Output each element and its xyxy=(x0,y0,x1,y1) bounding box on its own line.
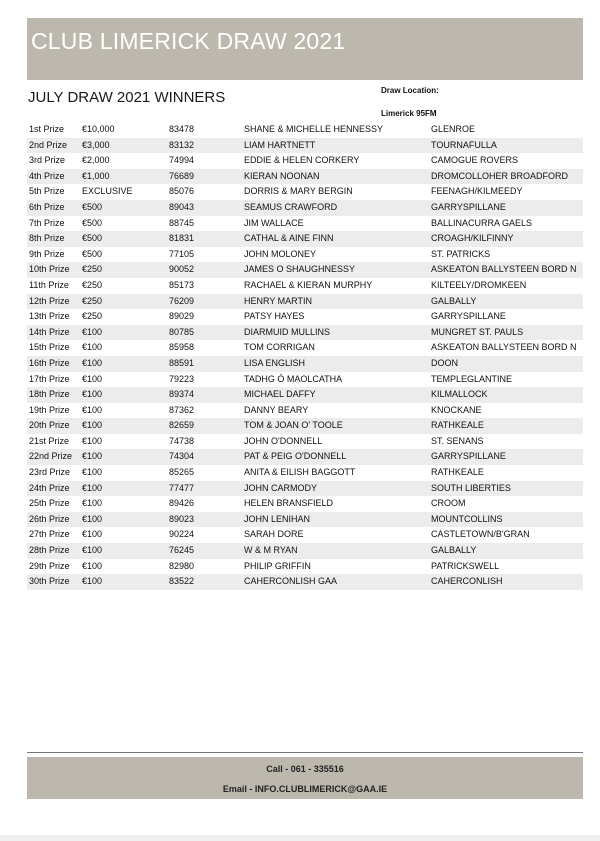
club-cell: RATHKEALE xyxy=(429,418,583,434)
club-cell: DOON xyxy=(429,356,583,372)
ticket-cell: 83478 xyxy=(169,124,195,134)
table-row xyxy=(27,418,583,434)
club-cell: CAHERCONLISH xyxy=(429,574,583,590)
winner-name-cell: DIARMUID MULLINS xyxy=(242,325,429,341)
prize-cell: 14th Prize xyxy=(27,325,80,341)
prize-cell: 30th Prize xyxy=(27,574,80,590)
table-row xyxy=(27,122,583,138)
table-row xyxy=(27,169,583,185)
winner-name-cell: RACHAEL & KIERAN MURPHY xyxy=(244,279,373,290)
club-cell: FEENAGH/KILMEEDY xyxy=(431,186,523,197)
table-row xyxy=(27,465,583,481)
prize-cell: 8th Prize xyxy=(27,231,80,247)
draw-subtitle: JULY DRAW 2021 WINNERS xyxy=(28,89,226,106)
winner-name-cell: EDDIE & HELEN CORKERY xyxy=(244,155,360,166)
table-row xyxy=(27,200,583,216)
prize-cell: 19th Prize xyxy=(29,404,70,415)
prize-cell: 6th Prize xyxy=(27,200,80,216)
amount-cell: €2,000 xyxy=(82,155,110,166)
winner-name-cell: SHANE & MICHELLE HENNESSY xyxy=(244,124,384,134)
winner-name-cell: PATSY HAYES xyxy=(244,311,305,322)
ticket-cell: 77105 xyxy=(169,248,195,259)
amount-cell: €500 xyxy=(82,217,103,228)
table-row xyxy=(27,372,583,388)
ticket-cell: 76689 xyxy=(167,169,242,185)
table-row xyxy=(27,294,583,310)
prize-cell: 16th Prize xyxy=(27,356,80,372)
prize-cell: 13th Prize xyxy=(29,311,70,322)
table-row xyxy=(27,231,583,247)
club-cell: GALBALLY xyxy=(429,294,583,310)
club-cell: ST. PATRICKS xyxy=(431,248,491,259)
club-cell: SOUTH LIBERTIES xyxy=(429,481,583,497)
ticket-cell: 82980 xyxy=(169,560,195,571)
ticket-cell: 76209 xyxy=(167,294,242,310)
club-cell: ASKEATON BALLYSTEEN BORD N xyxy=(429,262,583,278)
prize-cell: 4th Prize xyxy=(27,169,80,185)
amount-cell: €250 xyxy=(80,294,167,310)
amount-cell: €100 xyxy=(82,467,103,478)
winner-name-cell: JIM WALLACE xyxy=(244,217,304,228)
table-row xyxy=(27,356,583,372)
prize-cell: 21st Prize xyxy=(29,435,70,446)
amount-cell: €100 xyxy=(80,481,167,497)
club-cell: PATRICKSWELL xyxy=(431,560,500,571)
amount-cell: €100 xyxy=(80,543,167,559)
amount-cell: €100 xyxy=(82,560,103,571)
club-cell: MOUNTCOLLINS xyxy=(429,512,583,528)
ticket-cell: 74994 xyxy=(169,155,195,166)
ticket-cell: 87362 xyxy=(169,404,195,415)
winner-name-cell: TADHG Ó MAOLCATHA xyxy=(244,373,343,384)
winner-name-cell: ANITA & EILISH BAGGOTT xyxy=(244,467,356,478)
winner-name-cell: DORRIS & MARY BERGIN xyxy=(244,186,353,197)
amount-cell: €100 xyxy=(80,387,167,403)
amount-cell: €100 xyxy=(80,449,167,465)
table-row xyxy=(27,247,583,263)
prize-cell: 15th Prize xyxy=(29,342,70,353)
amount-cell: €100 xyxy=(82,435,103,446)
table-row xyxy=(27,184,583,200)
table-row xyxy=(27,309,583,325)
winner-name-cell: JAMES O SHAUGHNESSY xyxy=(242,262,429,278)
ticket-cell: 88745 xyxy=(169,217,195,228)
amount-cell: €100 xyxy=(80,574,167,590)
club-cell: GLENROE xyxy=(431,124,476,134)
prize-cell: 9th Prize xyxy=(29,248,65,259)
club-cell: DROMCOLLOHER BROADFORD xyxy=(429,169,583,185)
table-row xyxy=(27,340,583,356)
amount-cell: €250 xyxy=(80,262,167,278)
ticket-cell: 90052 xyxy=(167,262,242,278)
winner-name-cell: TOM CORRIGAN xyxy=(244,342,315,353)
club-cell: CAMOGUE ROVERS xyxy=(431,155,519,166)
draw-location-value: Limerick 95FM xyxy=(381,109,437,118)
club-cell: BALLINACURRA GAELS xyxy=(431,217,533,228)
prize-cell: 1st Prize xyxy=(29,124,65,134)
club-cell: ST. SENANS xyxy=(431,435,484,446)
table-row xyxy=(27,216,583,232)
winner-name-cell: LIAM HARTNETT xyxy=(242,138,429,154)
ticket-cell: 85265 xyxy=(169,467,195,478)
table-row xyxy=(27,527,583,543)
ticket-cell: 83132 xyxy=(167,138,242,154)
club-cell: GALBALLY xyxy=(429,543,583,559)
club-cell: GARRYSPILLANE xyxy=(431,311,506,322)
table-row xyxy=(27,481,583,497)
amount-cell: €10,000 xyxy=(82,124,115,134)
winner-name-cell: HELEN BRANSFIELD xyxy=(244,498,334,509)
amount-cell: €3,000 xyxy=(80,138,167,154)
prize-cell: 18th Prize xyxy=(27,387,80,403)
table-row xyxy=(27,325,583,341)
prize-cell: 28th Prize xyxy=(27,543,80,559)
ticket-cell: 88591 xyxy=(167,356,242,372)
winner-name-cell: SEAMUS CRAWFORD xyxy=(242,200,429,216)
ticket-cell: 90224 xyxy=(169,529,195,540)
club-cell: KILTEELY/DROMKEEN xyxy=(431,279,527,290)
amount-cell: €250 xyxy=(82,279,103,290)
winner-name-cell: HENRY MARTIN xyxy=(242,294,429,310)
ticket-cell: 74304 xyxy=(167,449,242,465)
prize-cell: 10th Prize xyxy=(27,262,80,278)
club-cell: RATHKEALE xyxy=(431,467,484,478)
prize-cell: 12th Prize xyxy=(27,294,80,310)
ticket-cell: 85958 xyxy=(169,342,195,353)
amount-cell: €100 xyxy=(82,529,103,540)
footer-email: Email - INFO.CLUBLIMERICK@GAA.IE xyxy=(222,784,388,794)
winner-name-cell: JOHN LENIHAN xyxy=(242,512,429,528)
ticket-cell: 83522 xyxy=(167,574,242,590)
ticket-cell: 80785 xyxy=(167,325,242,341)
club-cell: TOURNAFULLA xyxy=(429,138,583,154)
amount-cell: €100 xyxy=(82,404,103,415)
prize-cell: 23rd Prize xyxy=(29,467,71,478)
ticket-cell: 85173 xyxy=(169,279,195,290)
club-cell: KNOCKANE xyxy=(431,404,482,415)
winner-name-cell: DANNY BEARY xyxy=(244,404,309,415)
prize-cell: 11th Prize xyxy=(29,279,69,290)
title-banner xyxy=(27,18,583,80)
footer-phone: Call - 061 - 335516 xyxy=(266,764,344,774)
prize-cell: 25th Prize xyxy=(29,498,70,509)
winner-name-cell: TOM & JOAN O' TOOLE xyxy=(242,418,429,434)
club-cell: CROOM xyxy=(431,498,466,509)
ticket-cell: 89029 xyxy=(169,311,195,322)
draw-location-label: Draw Location: xyxy=(381,86,439,95)
winner-name-cell: PHILIP GRIFFIN xyxy=(244,560,311,571)
table-row xyxy=(27,559,583,575)
club-cell: GARRYSPILLANE xyxy=(429,200,583,216)
prize-cell: 22nd Prize xyxy=(27,449,80,465)
ticket-cell: 89043 xyxy=(167,200,242,216)
amount-cell: EXCLUSIVE xyxy=(82,186,133,197)
page-title: CLUB LIMERICK DRAW 2021 xyxy=(31,28,346,54)
table-row xyxy=(27,387,583,403)
contact-footer xyxy=(27,757,583,799)
amount-cell: €100 xyxy=(80,356,167,372)
club-cell: CROAGH/KILFINNY xyxy=(429,231,583,247)
winner-name-cell: KIERAN NOONAN xyxy=(242,169,429,185)
amount-cell: €500 xyxy=(82,248,103,259)
amount-cell: €500 xyxy=(80,231,167,247)
prize-cell: 7th Prize xyxy=(29,217,65,228)
ticket-cell: 85076 xyxy=(169,186,195,197)
table-row xyxy=(27,512,583,528)
prize-cell: 3rd Prize xyxy=(29,155,66,166)
prize-cell: 2nd Prize xyxy=(27,138,80,154)
winner-name-cell: JOHN MOLONEY xyxy=(244,248,317,259)
ticket-cell: 89023 xyxy=(167,512,242,528)
prize-cell: 20th Prize xyxy=(27,418,80,434)
prize-cell: 27th Prize xyxy=(29,529,70,540)
winner-name-cell: CATHAL & AINE FINN xyxy=(242,231,429,247)
amount-cell: €100 xyxy=(82,373,103,384)
winner-name-cell: LISA ENGLISH xyxy=(242,356,429,372)
amount-cell: €100 xyxy=(80,418,167,434)
table-row xyxy=(27,449,583,465)
table-row xyxy=(27,138,583,154)
club-cell: KILMALLOCK xyxy=(429,387,583,403)
amount-cell: €100 xyxy=(80,512,167,528)
amount-cell: €250 xyxy=(82,311,103,322)
ticket-cell: 81831 xyxy=(167,231,242,247)
prize-cell: 5th Prize xyxy=(29,186,65,197)
winners-table-body xyxy=(27,122,583,590)
prize-cell: 29th Prize xyxy=(29,560,70,571)
ticket-cell: 76245 xyxy=(167,543,242,559)
ticket-cell: 79223 xyxy=(169,373,195,384)
winner-name-cell: CAHERCONLISH GAA xyxy=(242,574,429,590)
club-cell: MUNGRET ST. PAULS xyxy=(429,325,583,341)
amount-cell: €100 xyxy=(82,342,103,353)
table-row xyxy=(27,496,583,512)
table-row xyxy=(27,574,583,590)
table-row xyxy=(27,262,583,278)
ticket-cell: 74738 xyxy=(169,435,195,446)
winner-name-cell: SARAH DORE xyxy=(244,529,304,540)
winner-name-cell: MICHAEL DAFFY xyxy=(242,387,429,403)
footer-divider xyxy=(27,752,583,753)
amount-cell: €1,000 xyxy=(80,169,167,185)
ticket-cell: 77477 xyxy=(167,481,242,497)
club-cell: GARRYSPILLANE xyxy=(429,449,583,465)
table-row xyxy=(27,403,583,419)
winner-name-cell: JOHN CARMODY xyxy=(242,481,429,497)
amount-cell: €100 xyxy=(80,325,167,341)
amount-cell: €500 xyxy=(80,200,167,216)
ticket-cell: 82659 xyxy=(167,418,242,434)
club-cell: ASKEATON BALLYSTEEN BORD N xyxy=(431,342,577,353)
prize-cell: 17th Prize xyxy=(29,373,70,384)
winner-name-cell: JOHN O'DONNELL xyxy=(244,435,323,446)
prize-cell: 26th Prize xyxy=(27,512,80,528)
amount-cell: €100 xyxy=(82,498,103,509)
winners-table xyxy=(27,122,583,590)
ticket-cell: 89374 xyxy=(167,387,242,403)
table-row xyxy=(27,153,583,169)
club-cell: TEMPLEGLANTINE xyxy=(431,373,513,384)
winner-name-cell: PAT & PEIG O'DONNELL xyxy=(242,449,429,465)
winner-name-cell: W & M RYAN xyxy=(242,543,429,559)
table-row xyxy=(27,278,583,294)
table-row xyxy=(27,543,583,559)
ticket-cell: 89426 xyxy=(169,498,195,509)
club-cell: CASTLETOWN/B'GRAN xyxy=(431,529,530,540)
table-row xyxy=(27,434,583,450)
prize-cell: 24th Prize xyxy=(27,481,80,497)
